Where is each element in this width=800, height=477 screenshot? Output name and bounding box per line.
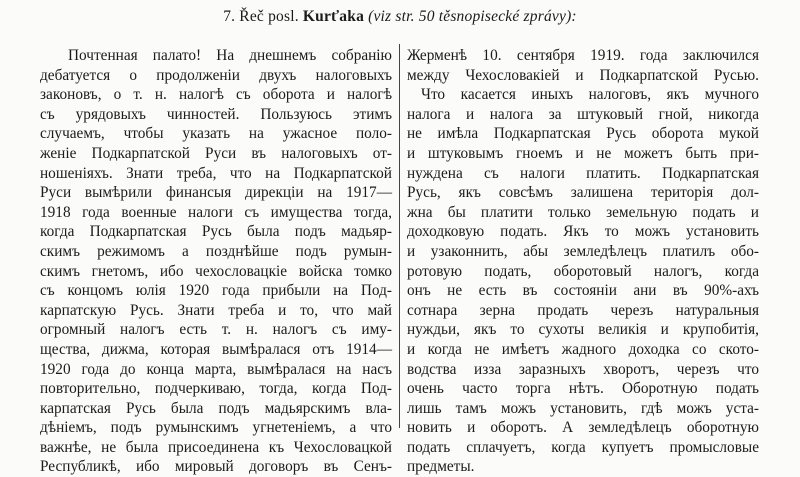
text-line: 1920 года до конца марта, вымѣралася на насъ xyxy=(40,360,392,378)
text-line: водства изза заразныхъ хворотъ, черезъ что xyxy=(407,360,759,378)
text-line: лишь тамъ можъ установить, гдѣ можъ уста- xyxy=(407,399,759,417)
text-line: 1918 года военные налоги съ имущества тогда, xyxy=(40,203,392,221)
text-line: скимъ режимомъ а позднѣйше подъ румын- xyxy=(40,242,392,260)
text-line: очень часто торга нѣтъ. Оборотную подать xyxy=(407,380,759,398)
left-column xyxy=(40,46,392,477)
text-line: и узаконнить, абы земледѣлецъ платилъ обо- xyxy=(407,242,759,260)
text-line: Республикѣ, ибо мировый договоръ въ Сенъ- xyxy=(40,458,392,476)
text-line: жна бы платити только земельную подать и xyxy=(407,203,759,221)
text-line: Почтенная палато! На днешнемъ собранію xyxy=(68,47,392,64)
text-line: когда Подкарпатская Русь была подъ мадьяр- xyxy=(40,223,392,241)
text-line: Русь, якъ совсѣмъ залишена територія дол- xyxy=(407,184,759,202)
text-line: предметы. xyxy=(407,458,475,476)
text-line: женіе Подкарпатской Руси въ налоговыхъ от- xyxy=(40,144,392,162)
text-line: нуждьи, якъ то сухоты великія и крупобитія, xyxy=(407,321,759,339)
text-line: и штуковымъ гноемъ и не можетъ быть при- xyxy=(407,144,759,162)
text-line: съ концомъ юлія 1920 года прибыли на Под- xyxy=(40,282,392,300)
text-line: карпатская Русь была подъ мадьярскимъ вла- xyxy=(40,399,392,417)
text-line: скимъ гнетомъ, ибо чехословацкіе войска томко xyxy=(40,262,392,280)
heading-note: (viz str. 50 těsnopisecké zprávy): xyxy=(368,8,577,25)
speech-heading xyxy=(0,8,800,26)
text-line: случаемъ, чтобы указать на ужасное поло- xyxy=(40,125,392,143)
right-column xyxy=(407,46,759,477)
text-line: онъ не есть въ состояніи ани въ 90%-ахъ xyxy=(407,282,759,300)
text-line: сотнара зерна продать черезъ натуральныя xyxy=(407,301,759,319)
heading-number: 7. xyxy=(223,8,236,25)
text-line: ношеніяхъ. Знати треба, что на Подкарпатской xyxy=(40,164,392,182)
text-line: ротовую подать, оборотовый налогъ, когда xyxy=(407,262,759,280)
text-line: между Чехословакіей и Подкарпатской Русью. xyxy=(407,66,759,84)
text-line: доходковую подать. Якъ то можъ установить xyxy=(407,223,759,241)
text-line: повторительно, подчеркиваю, тогда, когда Под- xyxy=(40,380,392,398)
text-line: нуждена съ налоги платить. Подкарпатская xyxy=(407,164,759,182)
text-line: законовъ, о т. н. налогѣ съ оборота и налогѣ xyxy=(40,86,392,104)
column-divider xyxy=(399,44,400,428)
text-line: Жерменѣ 10. сентября 1919. года заключился xyxy=(407,47,759,64)
text-line: и когда не имѣетъ жадного доходка со ското- xyxy=(407,340,759,358)
text-line: огромный налогъ есть т. н. налогъ съ иму- xyxy=(40,321,392,339)
text-line: подать сплачуетъ, когда купуетъ промысловые xyxy=(407,438,759,456)
speaker-name: Kurťaka xyxy=(302,8,365,25)
text-line: дѣніемъ, подъ румынскимъ угнетеніемъ, а что xyxy=(40,419,392,437)
text-line: дебатуется о продолженіи двухъ налоговыхъ xyxy=(40,66,392,84)
text-line: важнѣе, не была присоединена къ Чехословацкой xyxy=(40,438,392,456)
text-line: не имѣла Подкарпатская Русь оборота мукой xyxy=(407,125,759,143)
text-line: карпатскую Русь. Знати треба и то, что май xyxy=(40,301,392,319)
heading-prefix: Řeč posl. xyxy=(239,8,299,25)
text-line: Руси вымѣрили финансыя дирекціи на 1917— xyxy=(40,184,392,202)
text-line: налога и налога за штуковый гной, никогда xyxy=(407,105,759,123)
text-line: Что касается иныхъ налоговъ, якъ мучного xyxy=(421,86,759,104)
text-line: съ урядовыхъ чинностей. Пользуюсь этимъ xyxy=(40,105,392,123)
text-line: щества, дижма, которая вымѣралася отъ 1914— xyxy=(40,340,392,358)
text-line: новить и оборотъ. А земледѣлецъ оборотную xyxy=(407,419,759,437)
